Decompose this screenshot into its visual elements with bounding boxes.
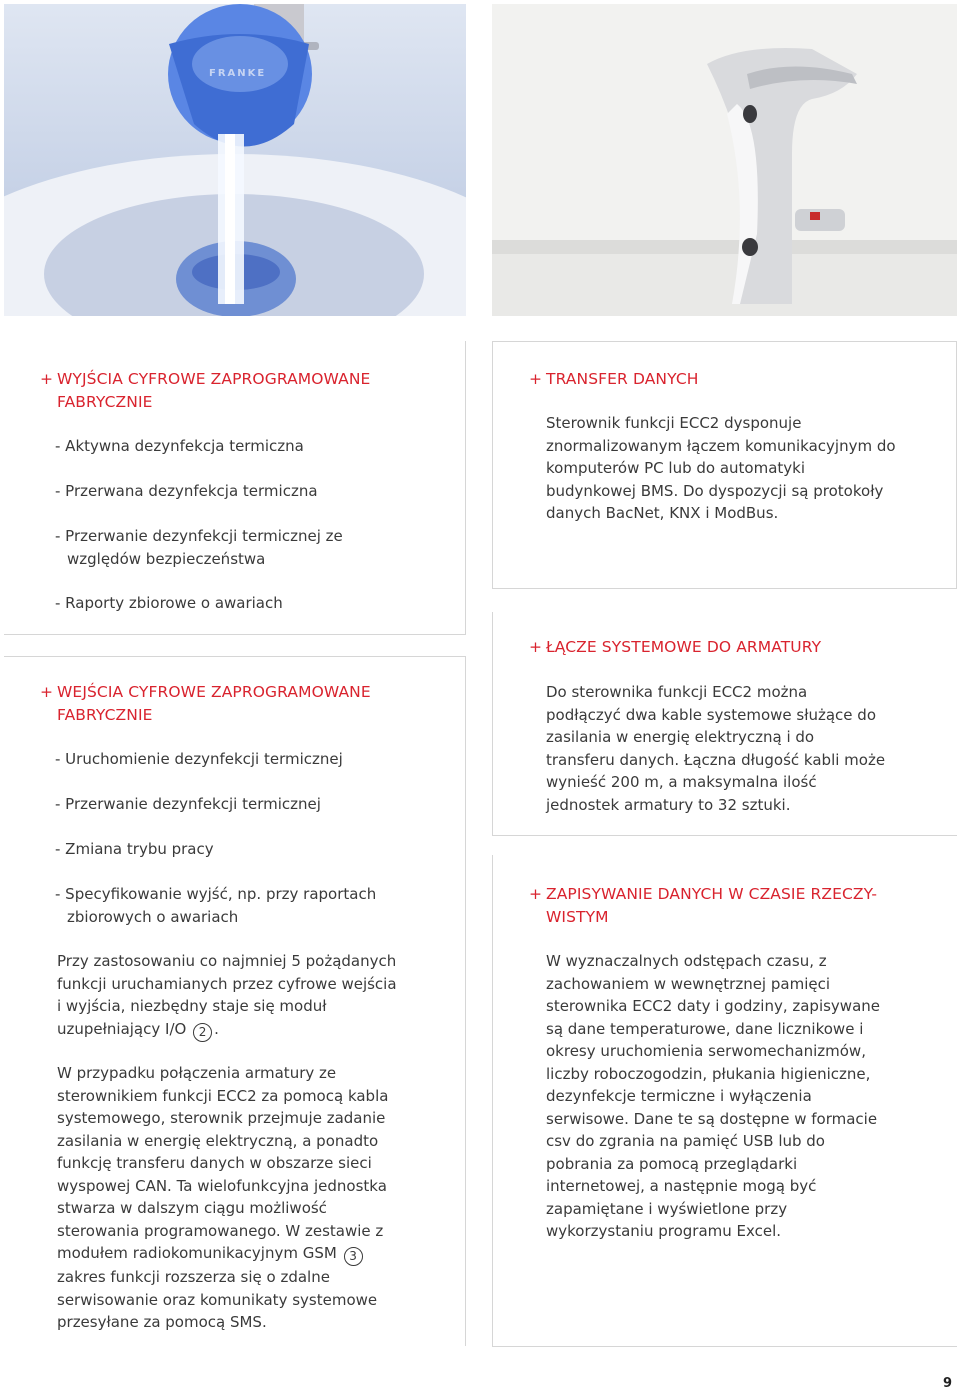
plus-icon: + — [529, 885, 543, 903]
heading-line: WISTYM — [546, 907, 609, 926]
plus-icon: + — [529, 370, 543, 388]
heading-line: FABRYCZNIE — [57, 392, 153, 411]
plus-icon: + — [529, 638, 543, 656]
faucet-photo-left — [4, 4, 466, 316]
list-item: - Przerwanie dezynfekcji termicznej ze względów bezpieczeństwa — [55, 527, 343, 568]
chrome-sensor-faucet-illustration — [492, 4, 957, 316]
heading-line: ZAPISYWANIE DANYCH W CZASIE RZECZY- — [546, 885, 878, 903]
paragraph-data-transfer: Sterownik funkcji ECC2 dysponuje znormalizowanym łączem komunikacyjnym do komputerów PC lub do automatyki budynkowej BMS. Do dyspozycji są protokoły danych BacNet, KNX i ModBus. — [546, 414, 896, 522]
heading-system-link — [529, 636, 936, 659]
list-item: - Aktywna dezynfekcja termiczna — [55, 437, 304, 455]
faucet-blue-illustration — [4, 4, 466, 316]
heading-digital-outputs — [40, 368, 447, 413]
plus-icon: + — [40, 370, 54, 388]
heading-digital-inputs — [40, 681, 447, 726]
paragraph-text: W przypadku połączenia armatury ze sterownikiem funkcji ECC2 za pomocą kabla systemowego, sterownik przejmuje zadanie zasilania w energię elektryczną, a ponadto funkcję transferu danych w obszarze sieci wyspowej CAN. Ta wielofunkcyjna jednostka stwarza w dalszym ciągu możliwość sterowania programowanego. W zestawie z modułem radiokomunikacyjnym GSM — [57, 1064, 389, 1262]
list-item: - Zmiana trybu pracy — [55, 840, 214, 858]
heading-data-transfer — [529, 368, 936, 391]
paragraph-text: Przy zastosowaniu co najmniej 5 pożądanych funkcji uruchamianych przez cyfrowe wejścia i wyjścia, niezbędny staje się moduł uzupełniający I/O — [57, 952, 397, 1038]
paragraph-end: . — [214, 1019, 219, 1038]
list-item: - Uruchomienie dezynfekcji termicznej — [55, 750, 343, 768]
paragraph-realtime-logging: W wyznaczalnych odstępach czasu, z zachowaniem w wewnętrznej pamięci sterownika ECC2 daty i godziny, zapisywane są dane temperaturowe, dane licznikowe i okresy uruchomienia serwomechanizmów, liczby roboczogodzin, płukania higieniczne, dezynfekcje termiczne i wyłączenia serwisowe. Dane te są dostępne w formacie csv do zgrania na pamięć USB lub do pobrania za pomocą przeglądarki internetowej, a następnie mogą być zapamiętane i wyświetlone przy wykorzystaniu programu Excel. — [546, 952, 880, 1240]
faucet-photo-right — [492, 4, 957, 316]
heading-realtime-logging — [529, 883, 936, 928]
plus-icon: + — [40, 683, 54, 701]
circled-number-3: 3 — [344, 1247, 363, 1266]
paragraph-io-module — [57, 950, 397, 1042]
circled-number-2: 2 — [193, 1023, 212, 1042]
paragraph-text: zakres funkcji rozszerza się o zdalne serwisowanie oraz komunikaty systemowe przesyłane za pomocą SMS. — [57, 1268, 378, 1331]
page-number: 9 — [942, 1376, 952, 1391]
heading-line: WEJŚCIA CYFROWE ZAPROGRAMOWANE — [57, 683, 371, 701]
heading-line: TRANSFER DANYCH — [546, 370, 699, 388]
brand-logo: FRANKE — [209, 68, 267, 79]
heading-line: FABRYCZNIE — [57, 705, 153, 724]
list-item: - Specyfikowanie wyjść, np. przy raportach zbiorowych o awariach — [55, 885, 377, 926]
list-item: - Przerwanie dezynfekcji termicznej — [55, 795, 321, 813]
list-item: - Przerwana dezynfekcja termiczna — [55, 482, 318, 500]
list-item: - Raporty zbiorowe o awariach — [55, 594, 283, 612]
heading-line: ŁĄCZE SYSTEMOWE DO ARMATURY — [546, 638, 822, 656]
heading-line: WYJŚCIA CYFROWE ZAPROGRAMOWANE — [57, 370, 371, 388]
paragraph-system-link: Do sterownika funkcji ECC2 można podłączyć dwa kable systemowe służące do zasilania w energię elektryczną i do transferu danych. Łączna długość kabli może wynieść 200 m, a maksymalna ilość jednostek armatury to 32 sztuki. — [546, 683, 886, 814]
paragraph-system-cable — [57, 1062, 402, 1334]
